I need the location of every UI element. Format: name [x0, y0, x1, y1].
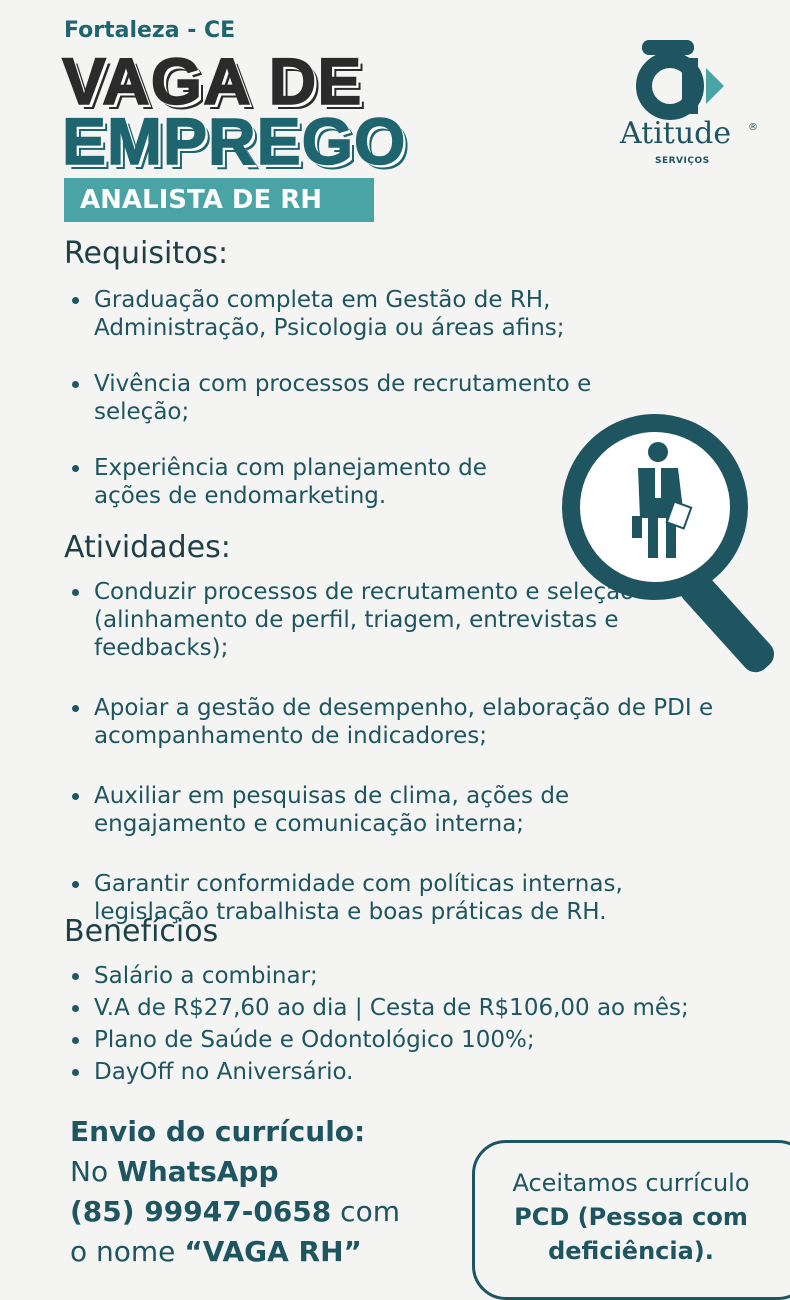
pcd-line-3: deficiência).: [548, 1237, 714, 1265]
submission-line-3-prefix: o nome: [70, 1235, 185, 1268]
submission-line-1: [70, 1154, 279, 1190]
logo-name: Atitude: [620, 116, 732, 151]
list-item: Garantir conformidade com políticas internas, legislação trabalhista e boas práticas de RH.: [64, 870, 734, 926]
title-line-1: VAGA DE: [62, 44, 363, 118]
submission-title: Envio do currículo:: [70, 1115, 366, 1148]
location: Fortaleza - CE: [64, 18, 236, 43]
list-item: Graduação completa em Gestão de RH, Administração, Psicologia ou áreas afins;: [64, 286, 634, 342]
subject-name: “VAGA RH”: [184, 1235, 362, 1268]
whatsapp-label: WhatsApp: [116, 1155, 279, 1188]
list-item: Vivência com processos de recrutamento e seleção;: [64, 370, 654, 426]
title-line-2: EMPREGO: [62, 104, 407, 178]
requirements-heading: Requisitos:: [64, 236, 229, 271]
pcd-line-2: PCD (Pessoa com: [514, 1203, 748, 1231]
phone-number: (85) 99947-0658: [70, 1195, 332, 1228]
role-banner: ANALISTA DE RH: [64, 178, 374, 222]
list-item: Plano de Saúde e Odontológico 100%;: [64, 1026, 764, 1054]
list-item: DayOff no Aniversário.: [64, 1058, 764, 1086]
pcd-line-1: Aceitamos currículo: [512, 1169, 750, 1197]
pcd-text: [486, 1166, 776, 1268]
list-item: Apoiar a gestão de desempenho, elaboração de PDI e acompanhamento de indicadores;: [64, 694, 734, 750]
activities-heading: Atividades:: [64, 530, 231, 565]
logo-registered: ®: [748, 122, 758, 133]
submission-line-2: [70, 1194, 400, 1230]
list-item: Salário a combinar;: [64, 962, 764, 990]
submission-line-1-prefix: No: [70, 1155, 117, 1188]
list-item: V.A de R$27,60 ao dia | Cesta de R$106,00 ao mês;: [64, 994, 764, 1022]
submission-line-2-suffix: com: [331, 1195, 400, 1228]
benefits-heading: Benefícios: [64, 914, 219, 949]
list-item: Conduzir processos de recrutamento e seleção (alinhamento de perfil, triagem, entrevistas e feedbacks);: [64, 578, 654, 662]
logo-subtitle: SERVIÇOS: [655, 156, 710, 166]
activities-list: [64, 578, 724, 958]
benefits-list: [64, 962, 764, 1090]
list-item: Experiência com planejamento de ações de endomarketing.: [64, 454, 554, 510]
submission-line-3: [70, 1234, 362, 1270]
list-item: Auxiliar em pesquisas de clima, ações de engajamento e comunicação interna;: [64, 782, 674, 838]
